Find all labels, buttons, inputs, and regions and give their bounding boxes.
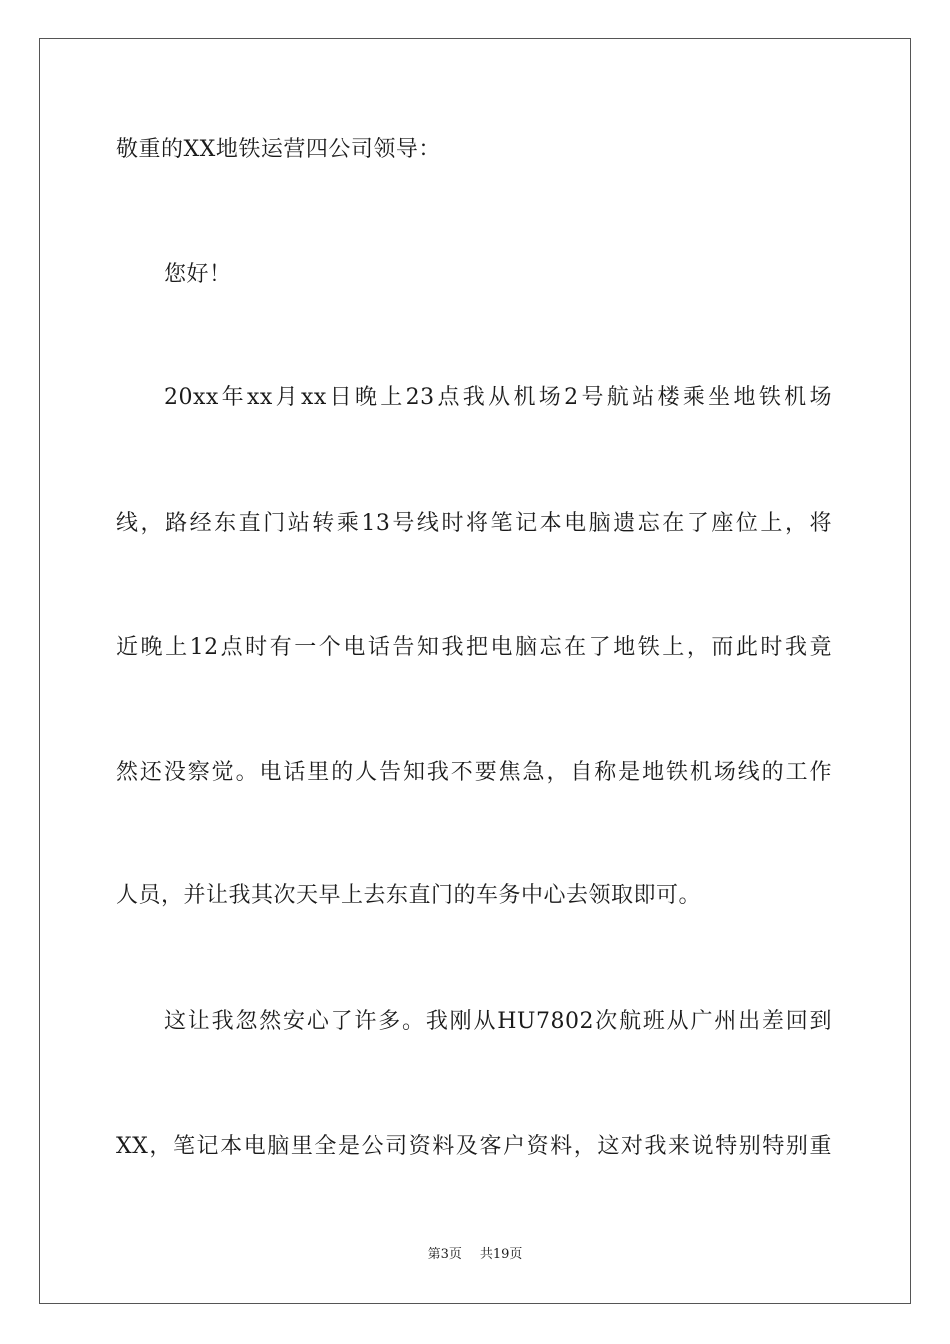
page-footer <box>0 1246 950 1264</box>
page-total: 共19页 <box>479 1247 523 1262</box>
paragraph-line: XX，笔记本电脑里全是公司资料及客户资料，这对我来说特别特别重 <box>116 1134 832 1159</box>
paragraph-line: 20xx年xx月xx日晚上23点我从机场2号航站楼乘坐地铁机场 <box>164 385 832 410</box>
paragraph-line: 近晚上12点时有一个电话告知我把电脑忘在了地铁上，而此时我竟 <box>116 635 832 660</box>
paragraph-line: 人员，并让我其次天早上去东直门的车务中心去领取即可。 <box>116 883 702 908</box>
salutation-line: 敬重的XX地铁运营四公司领导： <box>116 137 441 162</box>
greeting-line: 您好！ <box>164 262 232 287</box>
page-number: 第3页 <box>427 1247 462 1262</box>
page-border <box>39 38 911 1304</box>
paragraph-line: 这让我忽然安心了许多。我刚从HU7802次航班从广州出差回到 <box>164 1009 832 1034</box>
paragraph-line: 然还没察觉。电话里的人告知我不要焦急，自称是地铁机场线的工作 <box>116 760 832 785</box>
paragraph-line: 线，路经东直门站转乘13号线时将笔记本电脑遗忘在了座位上，将 <box>116 511 832 536</box>
